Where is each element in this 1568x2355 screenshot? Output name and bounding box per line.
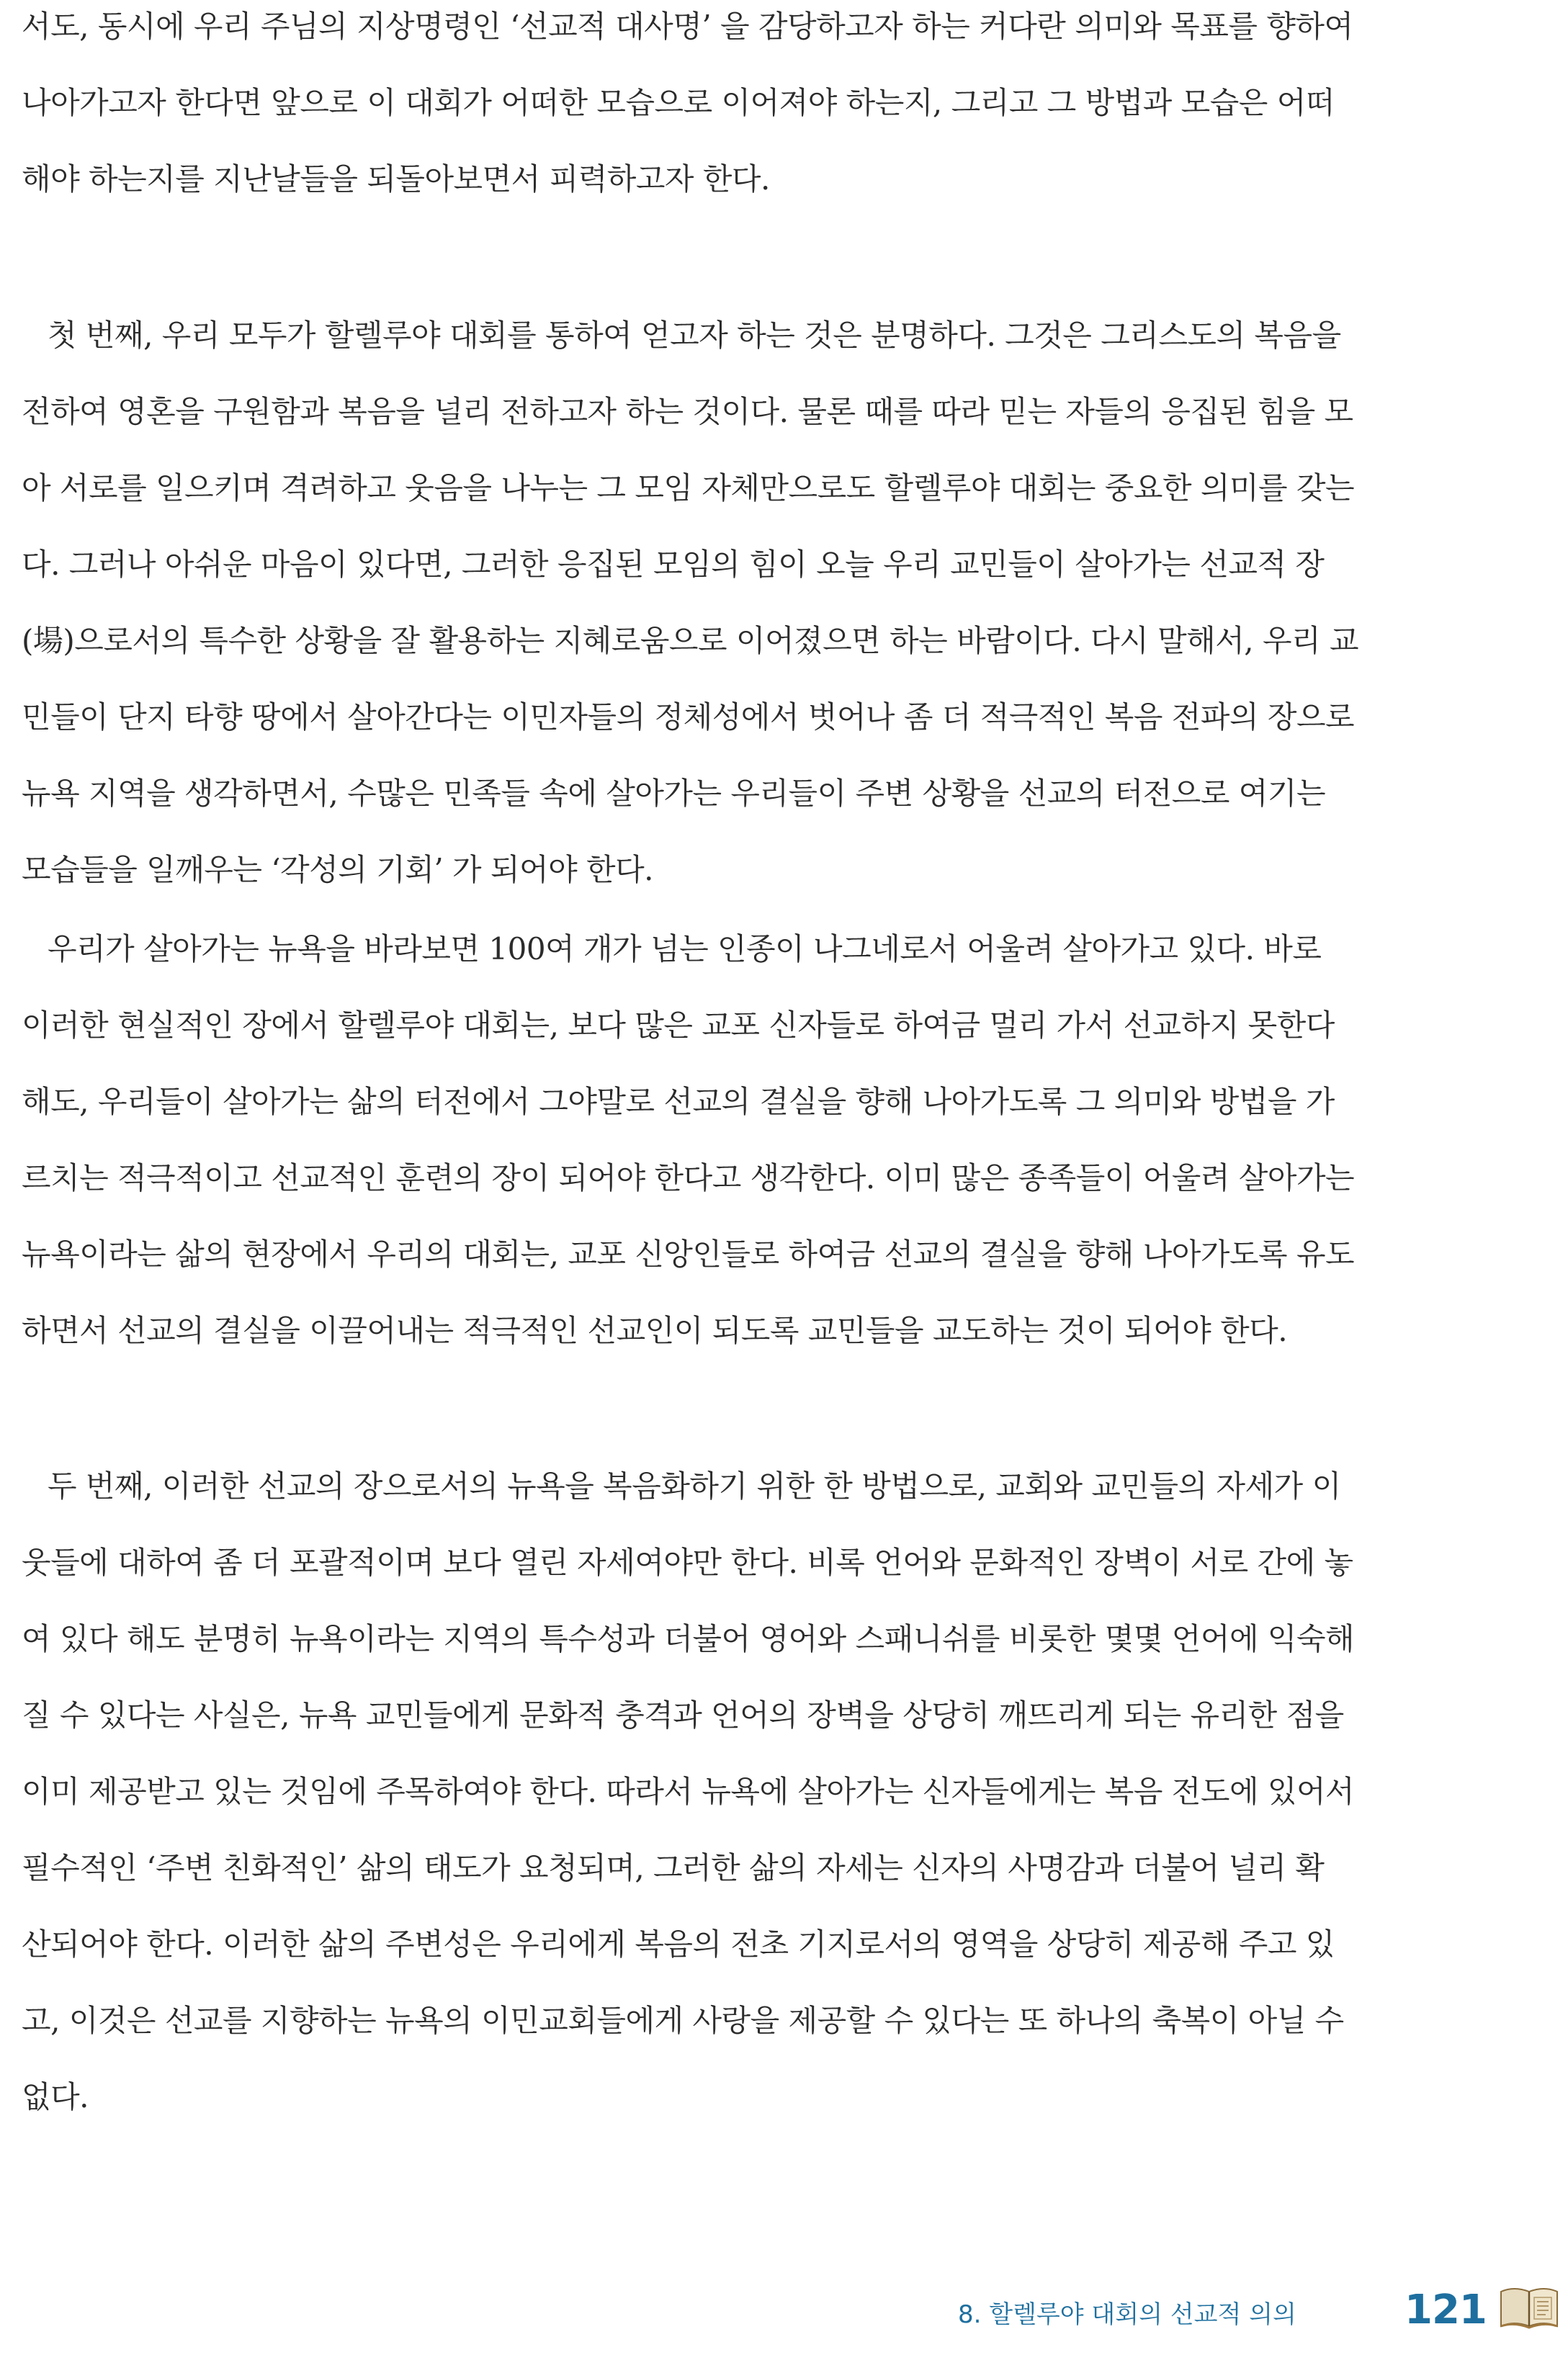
text-line: 첫 번째, 우리 모두가 할렐루야 대회를 통하여 얻고자 하는 것은 분명하다. 그것은 그리스도의 복음을 (48, 318, 1341, 353)
text-line: 이러한 현실적인 장에서 할렐루야 대회는, 보다 많은 교포 신자들로 하여금 멀리 가서 선교하지 못한다 (22, 1008, 1335, 1043)
text-line: 서도, 동시에 우리 주님의 지상명령인 ‘선교적 대사명’ 을 감당하고자 하는 커다란 의미와 목표를 향하여 (22, 9, 1353, 44)
text-line: 해야 하는지를 지난날들을 되돌아보면서 피력하고자 한다. (22, 161, 770, 197)
text-line: 없다. (22, 2079, 89, 2114)
text-line: 산되어야 한다. 이러한 삶의 주변성은 우리에게 복음의 전초 기지로서의 영역을 상당히 제공해 주고 있 (22, 1926, 1335, 1962)
page-footer (958, 2284, 1549, 2342)
text-line: 고, 이것은 선교를 지향하는 뉴욕의 이민교회들에게 사랑을 제공할 수 있다는 또 하나의 축복이 아닐 수 (22, 2003, 1344, 2038)
text-line: 필수적인 ‘주변 친화적인’ 삶의 태도가 요청되며, 그러한 삶의 자세는 신자의 사명감과 더불어 널리 확 (22, 1850, 1325, 1885)
text-line: (場)으로서의 특수한 상황을 잘 활용하는 지혜로움으로 이어졌으면 하는 바람이다. 다시 말해서, 우리 교 (22, 623, 1359, 658)
text-line: 다. 그러나 아쉬운 마음이 있다면, 그러한 응집된 모임의 힘이 오늘 우리 교민들이 살아가는 선교적 장 (22, 547, 1325, 582)
text-line: 두 번째, 이러한 선교의 장으로서의 뉴욕을 복음화하기 위한 한 방법으로, 교회와 교민들의 자세가 이 (48, 1468, 1341, 1504)
text-line: 질 수 있다는 사실은, 뉴욕 교민들에게 문화적 충격과 언어의 장벽을 상당히 깨뜨리게 되는 유리한 점을 (22, 1697, 1344, 1733)
text-line: 여 있다 해도 분명히 뉴욕이라는 지역의 특수성과 더불어 영어와 스패니쉬를 비롯한 몇몇 언어에 익숙해 (22, 1621, 1355, 1656)
text-line: 우리가 살아가는 뉴욕을 바라보면 100여 개가 넘는 인종이 나그네로서 어울려 살아가고 있다. 바로 (48, 931, 1322, 966)
text-line: 전하여 영혼을 구원함과 복음을 널리 전하고자 하는 것이다. 물론 때를 따라 믿는 자들의 응집된 힘을 모 (22, 394, 1353, 429)
text-line: 르치는 적극적이고 선교적인 훈련의 장이 되어야 한다고 생각한다. 이미 많은 종족들이 어울려 살아가는 (22, 1160, 1355, 1196)
text-line: 하면서 선교의 결실을 이끌어내는 적극적인 선교인이 되도록 교민들을 교도하는 것이 되어야 한다. (22, 1313, 1288, 1348)
book-icon (1498, 2284, 1560, 2329)
text-line: 웃들에 대하여 좀 더 포괄적이며 보다 열린 자세여야만 한다. 비록 언어와 문화적인 장벽이 서로 간에 놓 (22, 1545, 1353, 1580)
text-line: 이미 제공받고 있는 것임에 주목하여야 한다. 따라서 뉴욕에 살아가는 신자들에게는 복음 전도에 있어서 (22, 1774, 1355, 1809)
page-number: 121 (1405, 2287, 1487, 2333)
text-line: 나아가고자 한다면 앞으로 이 대회가 어떠한 모습으로 이어져야 하는지, 그리고 그 방법과 모습은 어떠 (22, 85, 1335, 120)
text-line: 해도, 우리들이 살아가는 삶의 터전에서 그야말로 선교의 결실을 향해 나아가도록 그 의미와 방법을 가 (22, 1084, 1335, 1119)
text-line: 민들이 단지 타향 땅에서 살아간다는 이민자들의 정체성에서 벗어나 좀 더 적극적인 복음 전파의 장으로 (22, 699, 1355, 735)
text-line: 뉴욕이라는 삶의 현장에서 우리의 대회는, 교포 신앙인들로 하여금 선교의 결실을 향해 나아가도록 유도 (22, 1237, 1355, 1272)
chapter-title: 8. 할렐루야 대회의 선교적 의의 (958, 2300, 1296, 2329)
text-line: 아 서로를 일으키며 격려하고 웃음을 나누는 그 모임 자체만으로도 할렐루야 대회는 중요한 의미를 갖는 (22, 470, 1355, 506)
text-line: 모습들을 일깨우는 ‘각성의 기회’ 가 되어야 한다. (22, 852, 654, 887)
text-line: 뉴욕 지역을 생각하면서, 수많은 민족들 속에 살아가는 우리들이 주변 상황을 선교의 터전으로 여기는 (22, 776, 1326, 811)
